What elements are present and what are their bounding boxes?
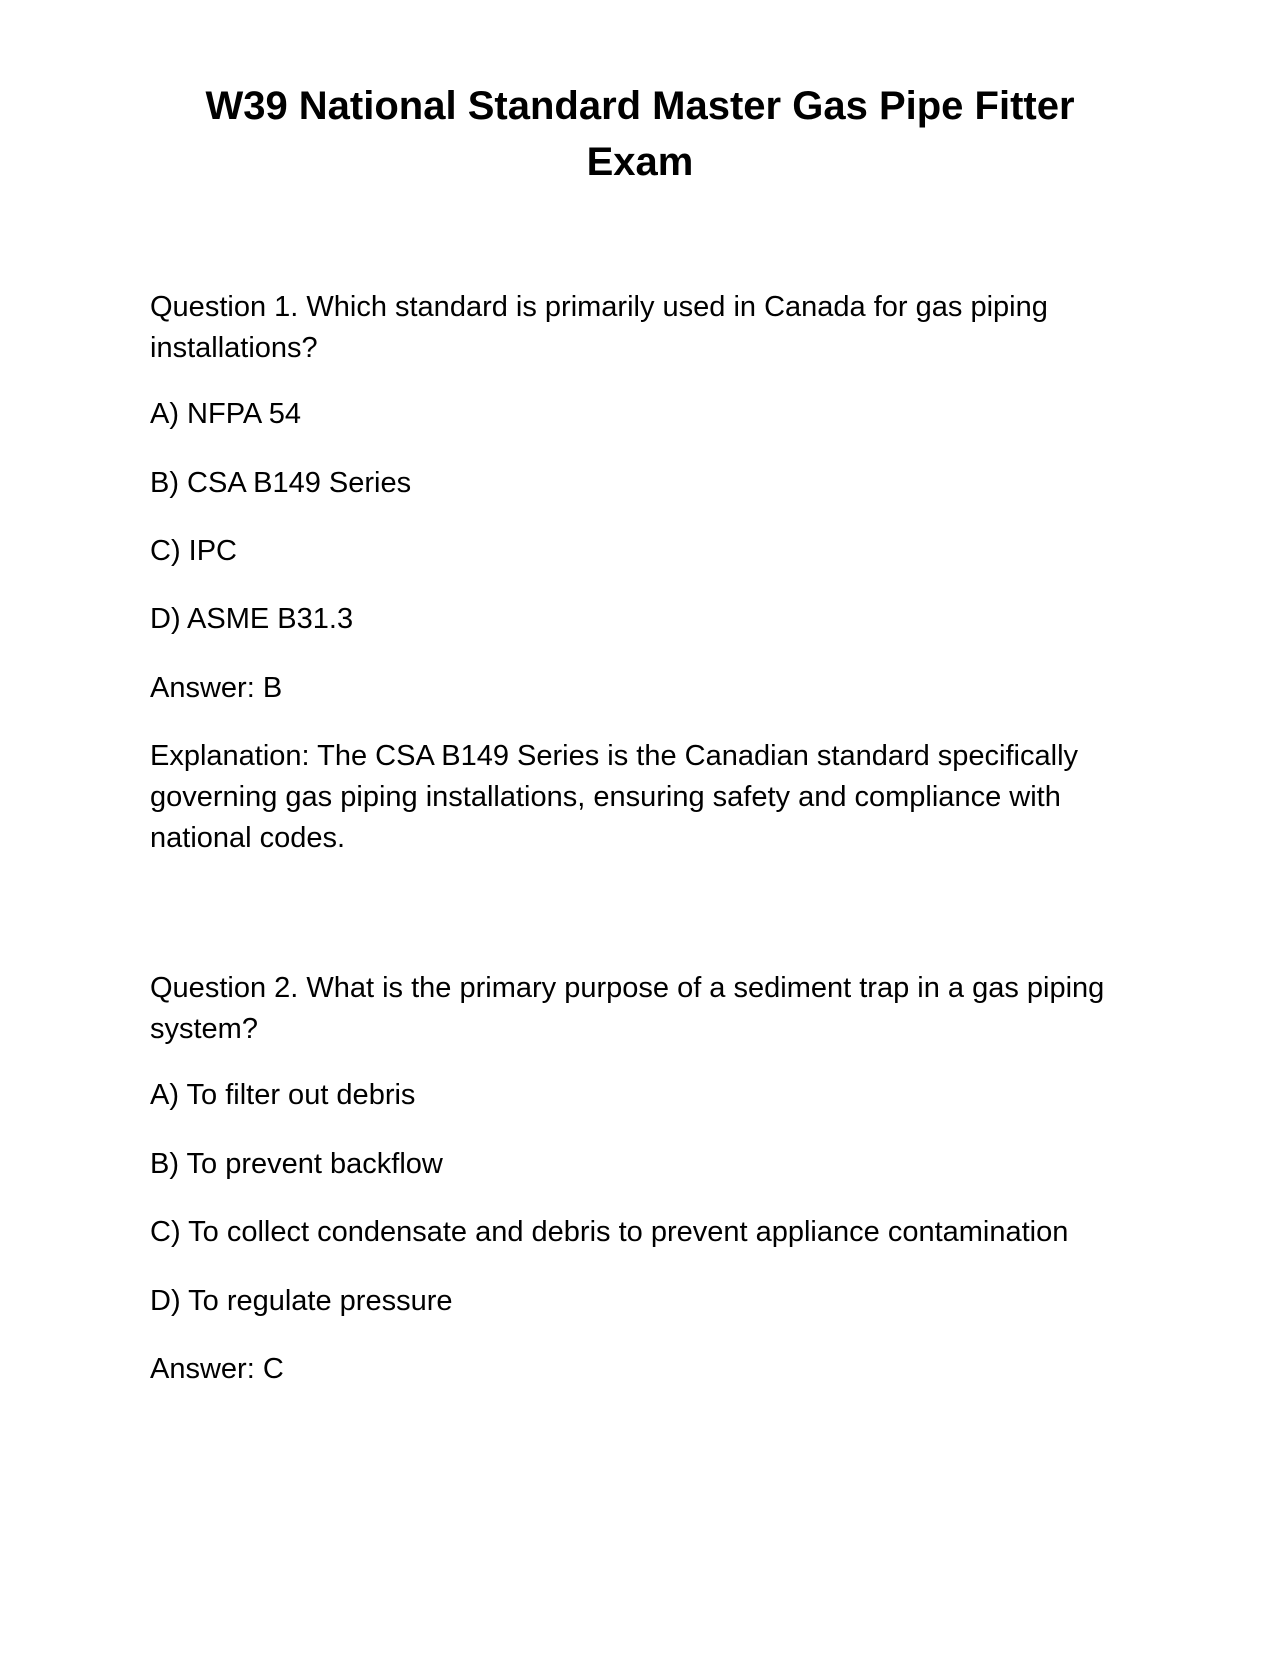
question-2-option-a: A) To filter out debris	[150, 1079, 416, 1111]
question-2-text: Question 2. What is the primary purpose of a sediment trap in a gas piping system?	[150, 972, 1105, 1045]
question-1-option-a: A) NFPA 54	[150, 398, 301, 430]
question-1-explanation: Explanation: The CSA B149 Series is the Canadian standard specifically governing gas piping installations, ensuring safety and compliance with national codes.	[150, 740, 1079, 854]
question-2-answer: Answer: C	[150, 1353, 284, 1385]
question-1-option-d: D) ASME B31.3	[150, 603, 354, 635]
question-1-option-c: C) IPC	[150, 535, 237, 567]
question-2-option-c: C) To collect condensate and debris to prevent appliance contamination	[150, 1216, 1069, 1248]
question-1-text: Question 1. Which standard is primarily used in Canada for gas piping installations?	[150, 291, 1048, 364]
question-1-option-b: B) CSA B149 Series	[150, 467, 412, 499]
question-2-option-b: B) To prevent backflow	[150, 1148, 443, 1180]
question-1-answer: Answer: B	[150, 672, 283, 704]
question-2-option-d: D) To regulate pressure	[150, 1285, 453, 1317]
page-title: W39 National Standard Master Gas Pipe Fitter Exam	[205, 84, 1075, 184]
